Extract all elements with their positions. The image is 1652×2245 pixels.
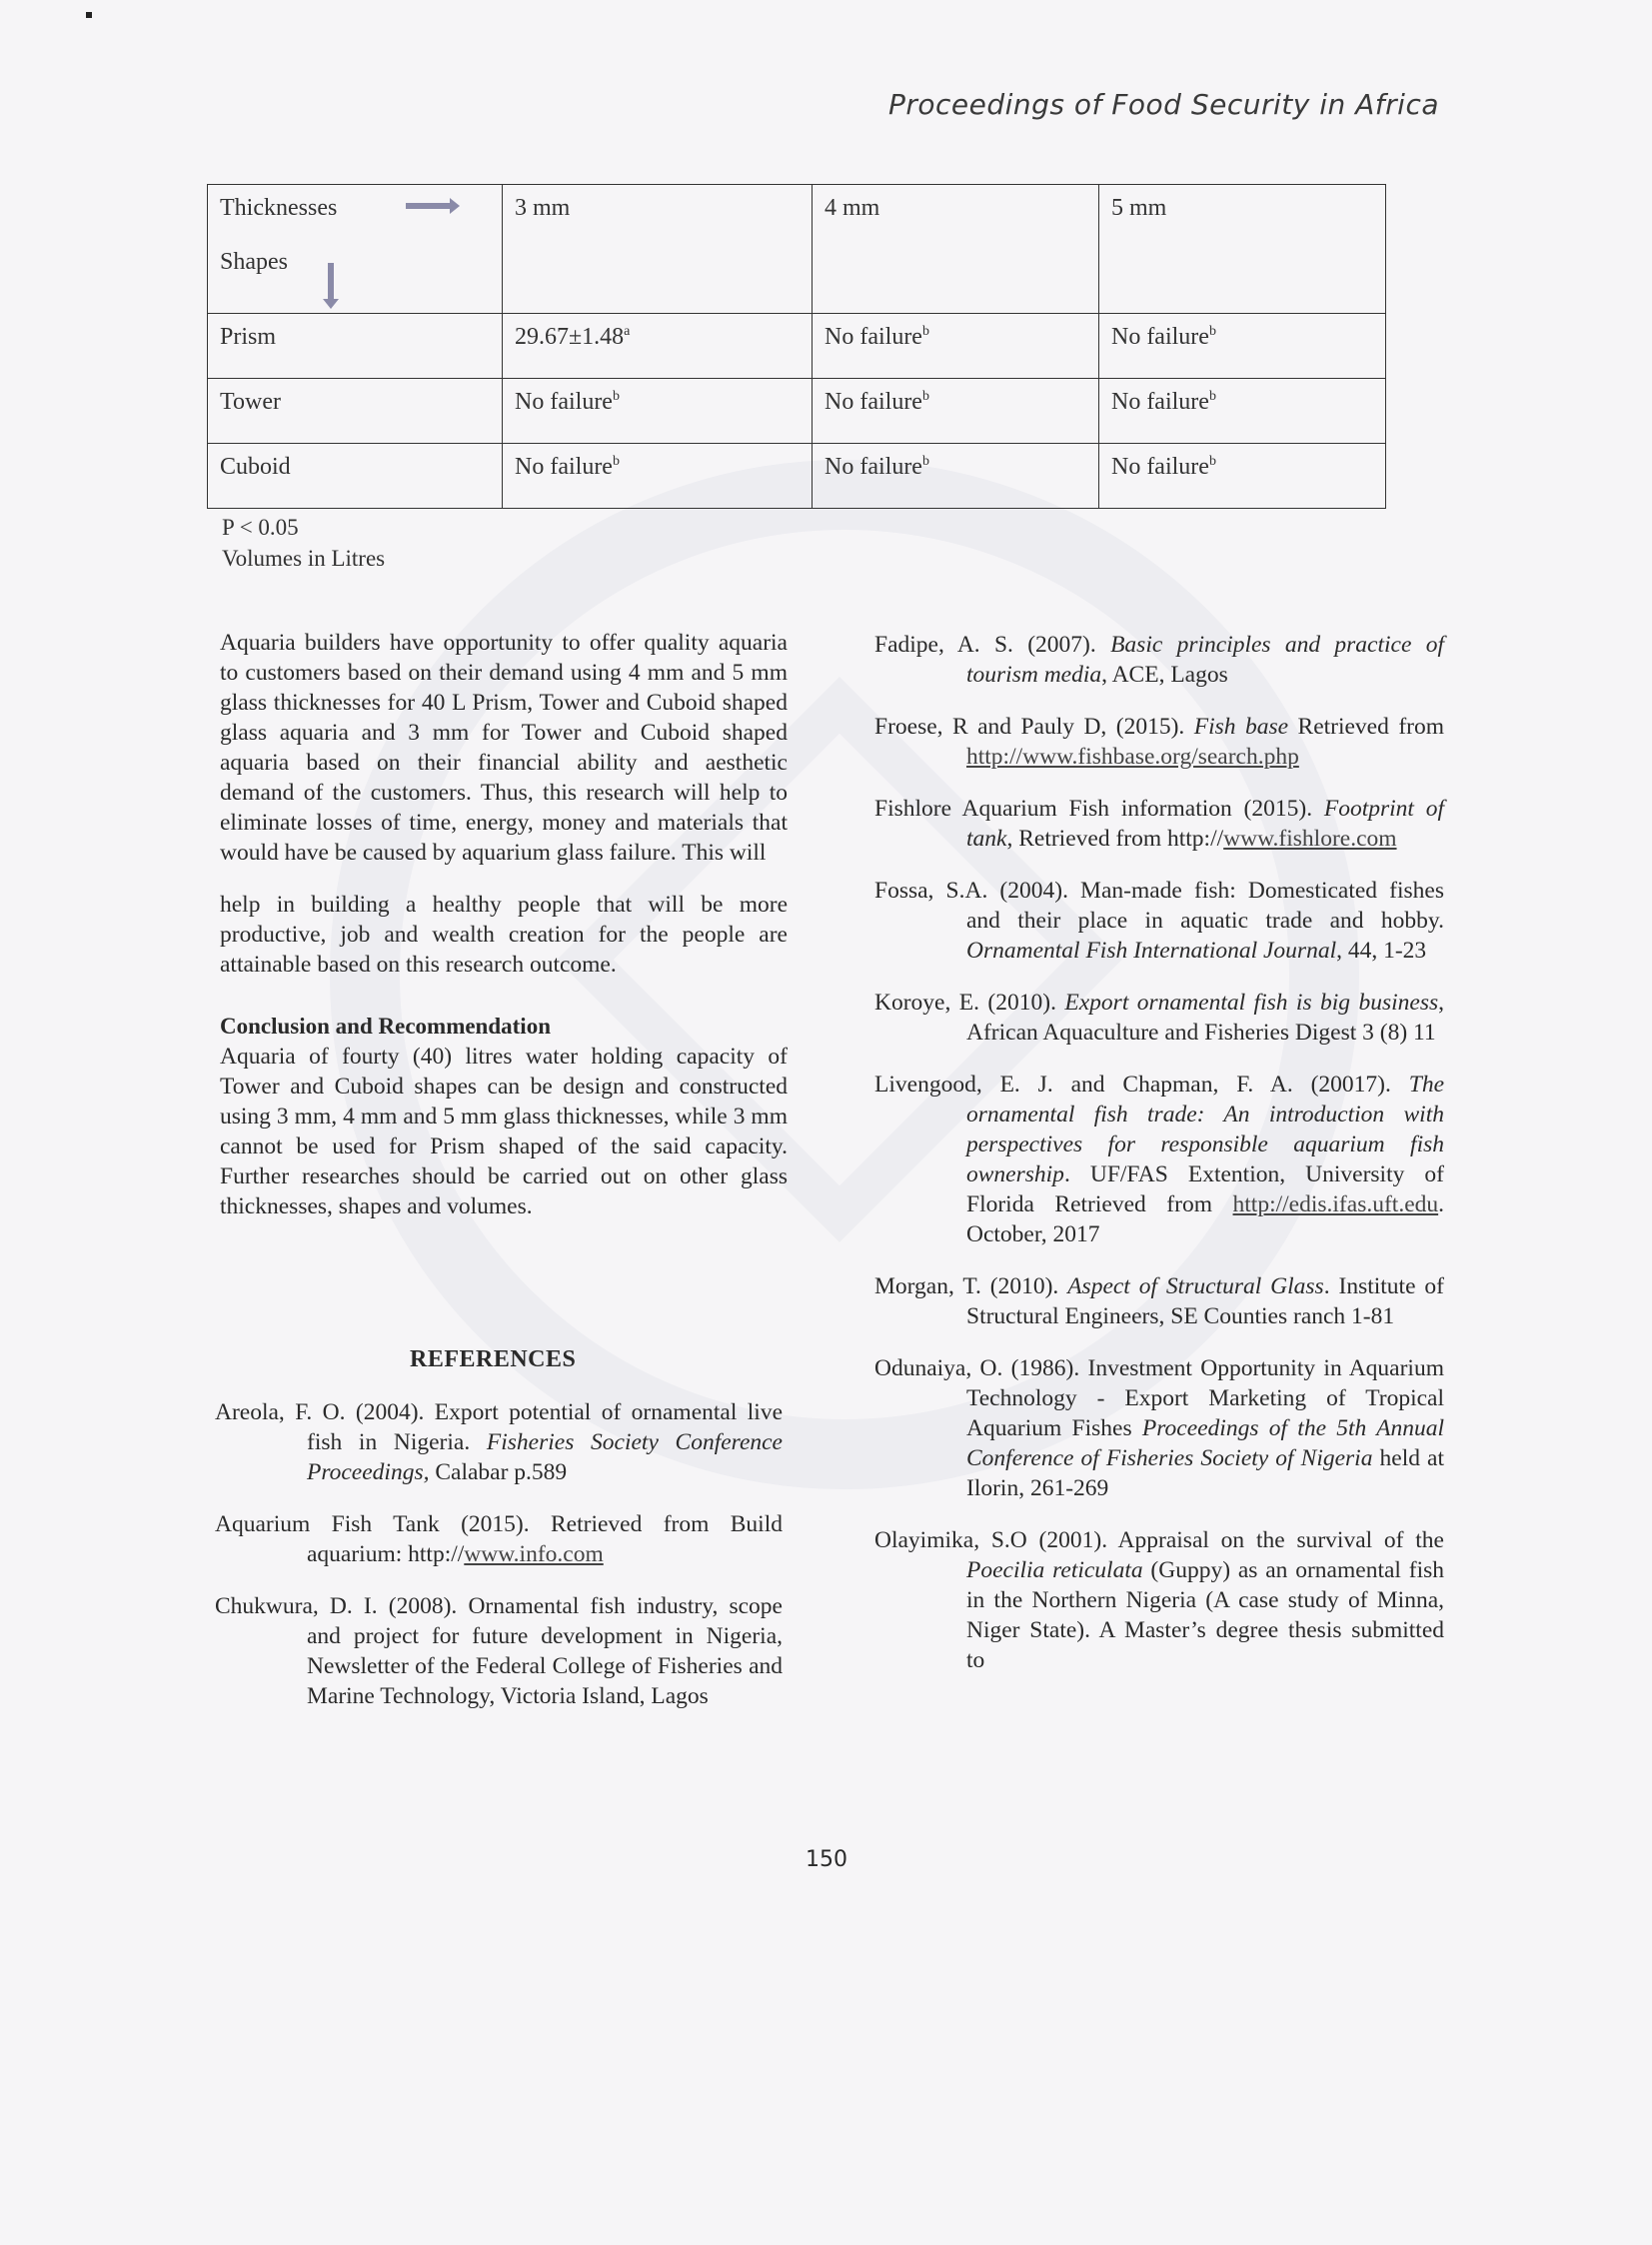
conclusion-heading: Conclusion and Recommendation (220, 1014, 551, 1039)
table-row (208, 444, 1386, 509)
reference-link[interactable]: www.fishlore.com (1223, 826, 1397, 852)
column-header: 5 mm (1098, 185, 1385, 314)
shapes-label: Shapes (220, 249, 288, 275)
body-paragraph: help in building a healthy people that will be more productive, job and wealth creation for the people are attainable based on this research outcome. (220, 892, 788, 978)
reference-link[interactable]: http://edis.ifas.uft.edu (1232, 1191, 1439, 1217)
reference-entry: Fossa, S.A. (2004). Man-made fish: Domesticated fishes and their place in aquatic trade and hobby. Ornamental Fish International Journal, 44, 1-23 (874, 878, 1444, 964)
thicknesses-label: Thicknesses (220, 195, 338, 221)
reference-entry: Koroye, E. (2010). Export ornamental fish is big business, African Aquaculture and Fisheries Digest 3 (8) 11 (874, 990, 1445, 1046)
reference-entry: Morgan, T. (2010). Aspect of Structural Glass. Institute of Structural Engineers, SE Counties ranch 1-81 (874, 1273, 1444, 1329)
conclusion-paragraph: Aquaria of fourty (40) litres water holding capacity of Tower and Cuboid shapes can be design and constructed using 3 mm, 4 mm and 5 mm glass thicknesses, while 3 mm cannot be used for Prism shaped of the said capacity. Further researches should be carried out on other glass thicknesses, shapes and volumes. (220, 1044, 788, 1219)
table-cell: No failure$^b$ (1098, 314, 1385, 379)
table-cell: No failure$^b$ (503, 444, 813, 509)
results-table (207, 184, 1386, 509)
references-left (215, 1397, 783, 1733)
reference-entry: Froese, R and Pauly D, (2015). Fish base Retrieved from http://www.fishbase.org/search.php (874, 714, 1444, 770)
table-cell: No failure$^b$ (813, 444, 1099, 509)
table-row (208, 314, 1386, 379)
table-cell: No failure$^b$ (813, 314, 1099, 379)
reference-link[interactable]: www.info.com (464, 1541, 604, 1567)
reference-entry: Areola, F. O. (2004). Export potential of ornamental live fish in Nigeria. Fisheries Society Conference Proceedings, Calabar p.589 (215, 1399, 783, 1485)
reference-entry: Aquarium Fish Tank (2015). Retrieved from Build aquarium: http://www.info.com (215, 1511, 783, 1567)
references-heading: REFERENCES (410, 1346, 577, 1372)
table-cell: No failure$^b$ (1098, 379, 1385, 444)
reference-entry: Chukwura, D. I. (2008). Ornamental fish industry, scope and project for future development in Nigeria, Newsletter of the Federal College of Fisheries and Marine Technology, Victoria Island, Lagos (215, 1593, 783, 1709)
running-header: Proceedings of Food Security in Africa (887, 88, 1439, 121)
row-label: Tower (208, 379, 503, 444)
units-note: Volumes in Litres (222, 546, 386, 571)
table-row (208, 379, 1386, 444)
reference-entry: Olayimika, S.O (2001). Appraisal on the survival of the Poecilia reticulata (Guppy) as an ornamental fish in the Northern Nigeria (A case study of Minna, Niger State). A Master’s degree thesis submitted to (874, 1527, 1444, 1673)
row-label: Prism (208, 314, 503, 379)
table-cell: 29.67±1.48$^a$ (503, 314, 813, 379)
reference-entry: Fadipe, A. S. (2007). Basic principles and practice of tourism media, ACE, Lagos (874, 632, 1444, 688)
table-cell: No failure$^b$ (1098, 444, 1385, 509)
table-cell: No failure$^b$ (503, 379, 813, 444)
body-paragraph: Aquaria builders have opportunity to offer quality aquaria to customers based on their demand using 4 mm and 5 mm glass thicknesses for 40 L Prism, Tower and Cuboid shaped glass aquaria and 3 mm for Tower and Cuboid shaped aquaria based on their financial ability and aesthetic demand of the customers. Thus, this research will help to eliminate losses of time, energy, money and materials that would have be caused by aquarium glass failure. This will (220, 630, 788, 866)
table-cell: No failure$^b$ (813, 379, 1099, 444)
page-number: 150 (806, 1847, 847, 1872)
reference-link[interactable]: http://www.fishbase.org/search.php (966, 744, 1299, 770)
row-label: Cuboid (208, 444, 503, 509)
column-header: 4 mm (813, 185, 1099, 314)
scan-mark (86, 12, 92, 18)
column-header: 3 mm (503, 185, 813, 314)
table-header-row (208, 185, 1386, 314)
reference-entry: Livengood, E. J. and Chapman, F. A. (20017). The ornamental fish trade: An introduction with perspectives for responsible aquarium fish ownership. UF/FAS Extention, University of Florida Retrieved from http://edis.ifas.uft.edu. October, 2017 (874, 1072, 1444, 1247)
references-right (874, 630, 1444, 1697)
significance-note: P < 0.05 (222, 515, 299, 540)
corner-cell (208, 185, 503, 314)
left-column (220, 628, 788, 1221)
reference-entry: Fishlore Aquarium Fish information (2015). Footprint of tank, Retrieved from http://www.fishlore.com (874, 796, 1444, 852)
arrow-down-icon (328, 263, 334, 299)
reference-entry: Odunaiya, O. (1986). Investment Opportunity in Aquarium Technology - Export Marketing of Tropical Aquarium Fishes Proceedings of the 5th Annual Conference of Fisheries Society of Nigeria held at Ilorin, 261-269 (874, 1355, 1445, 1501)
arrow-right-icon (406, 203, 450, 209)
